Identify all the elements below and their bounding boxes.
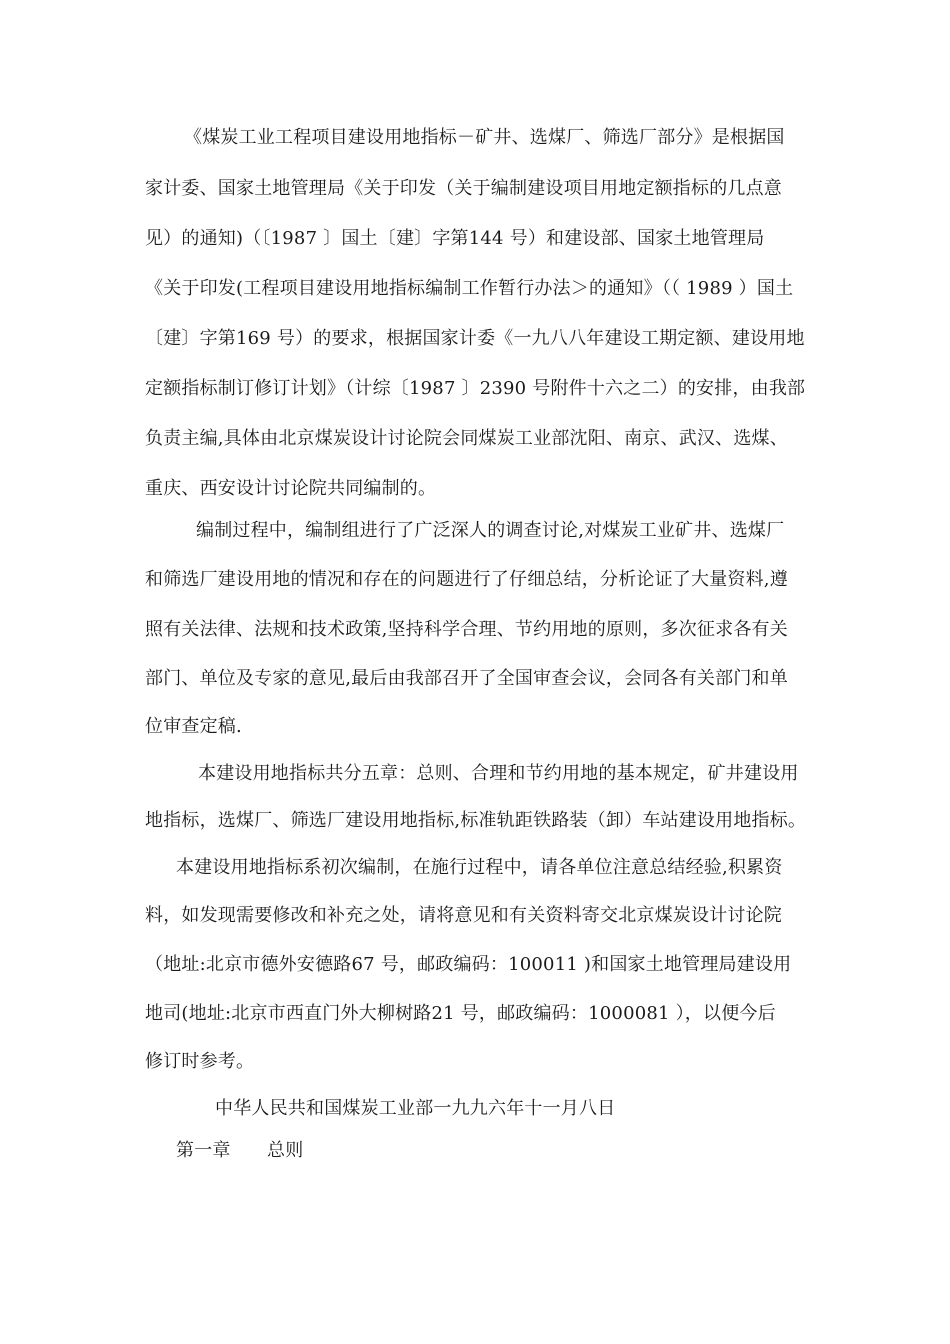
para1-line1: 《煤炭工业工程项目建设用地指标－矿井、选煤厂、筛选厂部分》是根据国 <box>184 127 785 148</box>
para1-line7: 负责主编,具体由北京煤炭设计讨论院会同煤炭工业部沈阳、南京、武汉、选煤、 <box>145 428 788 449</box>
para1-line8: 重庆、西安设计讨论院共同编制的。 <box>145 478 437 499</box>
para4-line3: （地址:北京市德外安德路67 号，邮政编码：100011 )和国家土地管理局建设用 <box>145 954 792 975</box>
para2-line2: 和筛选厂建设用地的情况和存在的问题进行了仔细总结，分析论证了大量资料,遵 <box>145 569 788 590</box>
para3-line2: 地指标，选煤厂、筛选厂建设用地指标,标准轨距铁路装（卸）车站建设用地指标。 <box>145 810 807 831</box>
signature-line: 中华人民共和国煤炭工业部一九九六年十一月八日 <box>215 1098 616 1119</box>
para3-line1: 本建设用地指标共分五章：总则、合理和节约用地的基本规定，矿井建设用 <box>198 763 799 784</box>
para4-line5: 修订时参考。 <box>145 1051 255 1072</box>
para2-line4: 部门、单位及专家的意见,最后由我部召开了全国审查会议，会同各有关部门和单 <box>145 668 788 689</box>
para1-line6: 定额指标制订修订计划》（计综〔1987 〕2390 号附件十六之二）的安排，由我部 <box>145 378 806 399</box>
para1-line5: 〔建〕字第169 号）的要求，根据国家计委《一九八八年建设工期定额、建设用地 <box>145 328 805 349</box>
para1-line3: 见）的通知)（〔1987 〕国土〔建〕字第144 号）和建设部、国家土地管理局 <box>145 228 765 249</box>
para2-line3: 照有关法律、法规和技术政策,坚持科学合理、节约用地的原则，多次征求各有关 <box>145 619 788 640</box>
para2-line5: 位审查定稿. <box>145 716 242 737</box>
para4-line4: 地司(地址:北京市西直门外大柳树路21 号，邮政编码：1000081 ），以便今后 <box>145 1003 776 1024</box>
para2-line1: 编制过程中，编制组进行了广泛深人的调查讨论,对煤炭工业矿井、选煤厂 <box>196 520 785 541</box>
para4-line2: 料，如发现需要修改和补充之处，请将意见和有关资料寄交北京煤炭设计讨论院 <box>145 905 782 926</box>
chapter-heading: 第一章 总则 <box>176 1140 304 1161</box>
para1-line4: 《关于印发(工程项目建设用地指标编制工作暂行办法＞的通知》（（ 1989 ）国土 <box>145 278 794 299</box>
para1-line2: 家计委、国家土地管理局《关于印发（关于编制建设项目用地定额指标的几点意 <box>145 178 782 199</box>
para4-line1: 本建设用地指标系初次编制，在施行过程中，请各单位注意总结经验,积累资 <box>176 857 783 878</box>
